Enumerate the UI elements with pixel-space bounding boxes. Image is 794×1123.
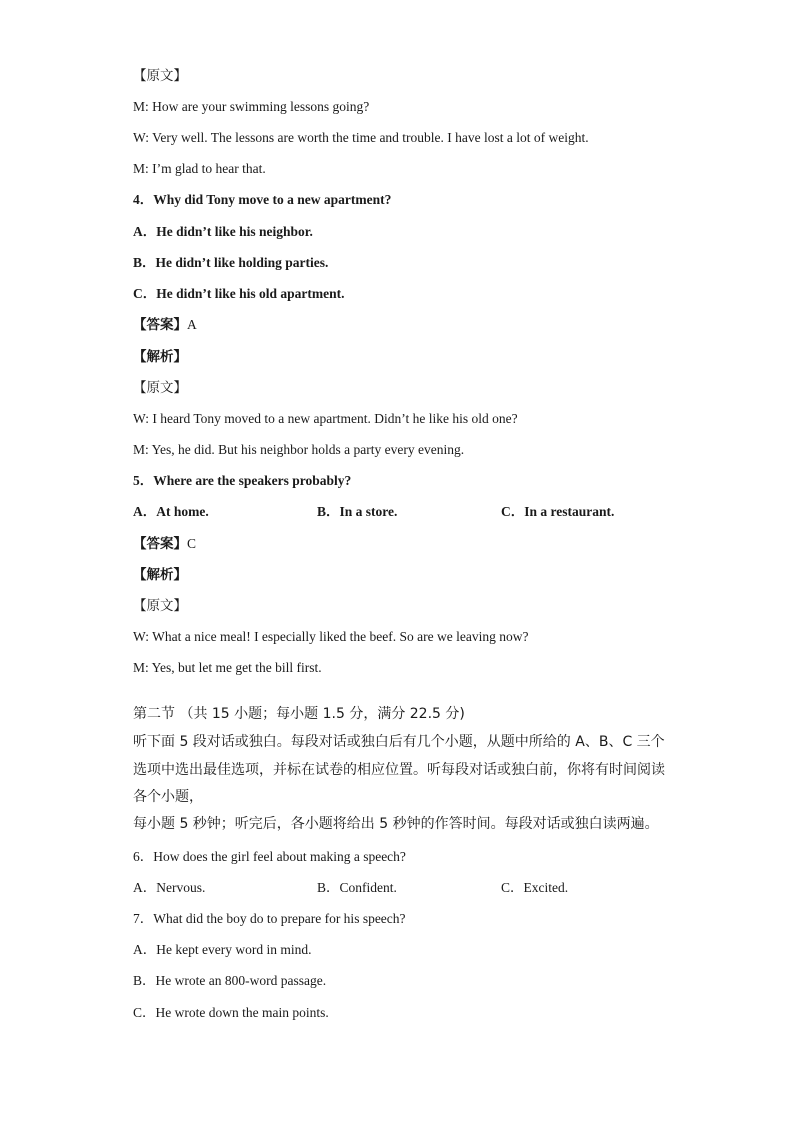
- question-5: 5．Where are the speakers probably?: [133, 473, 352, 488]
- transcript-line: W: Very well. The lessons are worth the time and trouble. I have lost a lot of weight.: [133, 130, 589, 145]
- transcript-tag: 【原文】: [133, 380, 187, 395]
- q5-answer: [133, 535, 196, 553]
- analysis-tag: 【解析】: [133, 567, 187, 582]
- q6-option-a: A．Nervous.: [133, 880, 206, 895]
- transcript-line: M: Yes, but let me get the bill first.: [133, 660, 322, 675]
- answer-tag: 【答案】: [133, 317, 187, 332]
- answer-tag: 【答案】: [133, 536, 187, 551]
- analysis-tag: 【解析】: [133, 349, 187, 364]
- transcript-line: W: What a nice meal! I especially liked the beef. So are we leaving now?: [133, 629, 529, 644]
- q7-option-c: C．He wrote down the main points.: [133, 1005, 329, 1020]
- q4-option-b: B．He didn’t like holding parties.: [133, 255, 329, 270]
- transcript-line: W: I heard Tony moved to a new apartment. Didn’t he like his old one?: [133, 411, 518, 426]
- answer-value: A: [187, 317, 197, 332]
- q5-option-c: C．In a restaurant.: [501, 504, 615, 519]
- instruction-line: 听下面 5 段对话或独白。每段对话或独白后有几个小题，从题中所给的 A、B、C 三个: [133, 734, 665, 750]
- q6-option-b: B．Confident.: [317, 880, 397, 895]
- question-6: 6．How does the girl feel about making a speech?: [133, 849, 406, 864]
- transcript-line: M: How are your swimming lessons going?: [133, 99, 370, 114]
- transcript-tag: 【原文】: [133, 68, 187, 83]
- q6-option-c: C．Excited.: [501, 880, 569, 895]
- q5-option-a: A．At home.: [133, 504, 209, 519]
- q4-option-a: A．He didn’t like his neighbor.: [133, 224, 313, 239]
- q4-option-c: C．He didn’t like his old apartment.: [133, 286, 345, 301]
- q4-answer: [133, 316, 197, 334]
- q7-option-a: A．He kept every word in mind.: [133, 942, 312, 957]
- q5-option-b: B．In a store.: [317, 504, 398, 519]
- question-4: 4．Why did Tony move to a new apartment?: [133, 192, 392, 207]
- q7-option-b: B．He wrote an 800-word passage.: [133, 973, 327, 988]
- instruction-line: 选项中选出最佳选项，并标在试卷的相应位置。听每段对话或独白前，你将有时间阅读: [133, 762, 665, 778]
- instruction-line: 每小题 5 秒钟；听完后，各小题将给出 5 秒钟的作答时间。每段对话或独白读两遍。: [133, 816, 659, 832]
- question-7: 7．What did the boy do to prepare for his speech?: [133, 911, 406, 926]
- instruction-line: 各个小题，: [133, 789, 203, 805]
- transcript-line: M: Yes, he did. But his neighbor holds a party every evening.: [133, 442, 465, 457]
- answer-value: C: [187, 536, 197, 551]
- section-heading: 第二节 （共 15 小题；每小题 1.5 分，满分 22.5 分): [133, 706, 465, 722]
- transcript-line: M: I’m glad to hear that.: [133, 161, 266, 176]
- transcript-tag: 【原文】: [133, 598, 187, 613]
